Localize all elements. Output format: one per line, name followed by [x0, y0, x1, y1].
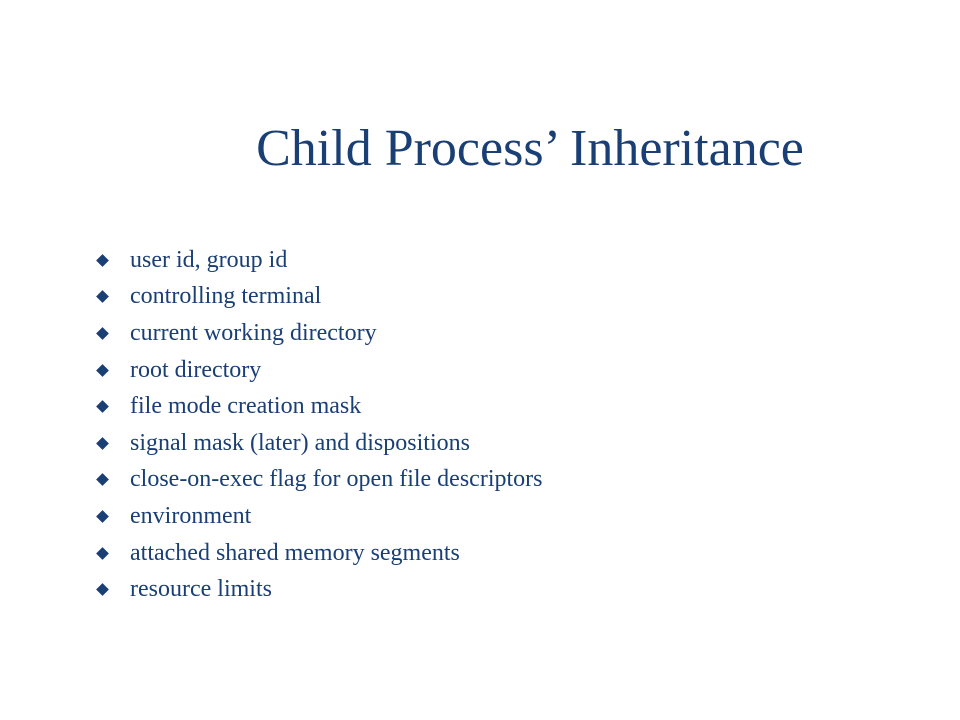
bullet-item-resource-limits	[96, 571, 543, 608]
bullet-text: close-on-exec flag for open file descriptors	[130, 466, 543, 493]
bullet-item-root-directory	[96, 352, 543, 389]
diamond-bullet-icon	[96, 364, 109, 377]
bullet-item-current-working-directory	[96, 315, 543, 352]
bullet-item-close-on-exec	[96, 462, 543, 499]
diamond-bullet-icon	[96, 400, 109, 413]
bullet-item-shared-memory	[96, 535, 543, 572]
bullet-text: environment	[130, 502, 252, 529]
slide-title: Child Process’ Inheritance	[256, 119, 804, 177]
diamond-bullet-icon	[96, 291, 109, 304]
diamond-bullet-icon	[96, 437, 109, 450]
bullet-text: signal mask (later) and dispositions	[130, 429, 470, 456]
diamond-bullet-icon	[96, 547, 109, 560]
bullet-text: file mode creation mask	[130, 393, 362, 420]
bullet-text: attached shared memory segments	[130, 539, 460, 566]
bullet-text: resource limits	[130, 576, 272, 603]
bullet-list	[96, 242, 543, 608]
bullet-item-file-mode-creation-mask	[96, 388, 543, 425]
diamond-bullet-icon	[96, 327, 109, 340]
diamond-bullet-icon	[96, 583, 109, 596]
bullet-item-user-group-id	[96, 242, 543, 279]
bullet-text: current working directory	[130, 319, 377, 346]
bullet-text: user id, group id	[130, 246, 288, 273]
diamond-bullet-icon	[96, 473, 109, 486]
bullet-item-signal-mask	[96, 425, 543, 462]
bullet-item-environment	[96, 498, 543, 535]
bullet-text: root directory	[130, 356, 262, 383]
diamond-bullet-icon	[96, 254, 109, 267]
bullet-item-controlling-terminal	[96, 279, 543, 316]
diamond-bullet-icon	[96, 510, 109, 523]
bullet-text: controlling terminal	[130, 283, 322, 310]
